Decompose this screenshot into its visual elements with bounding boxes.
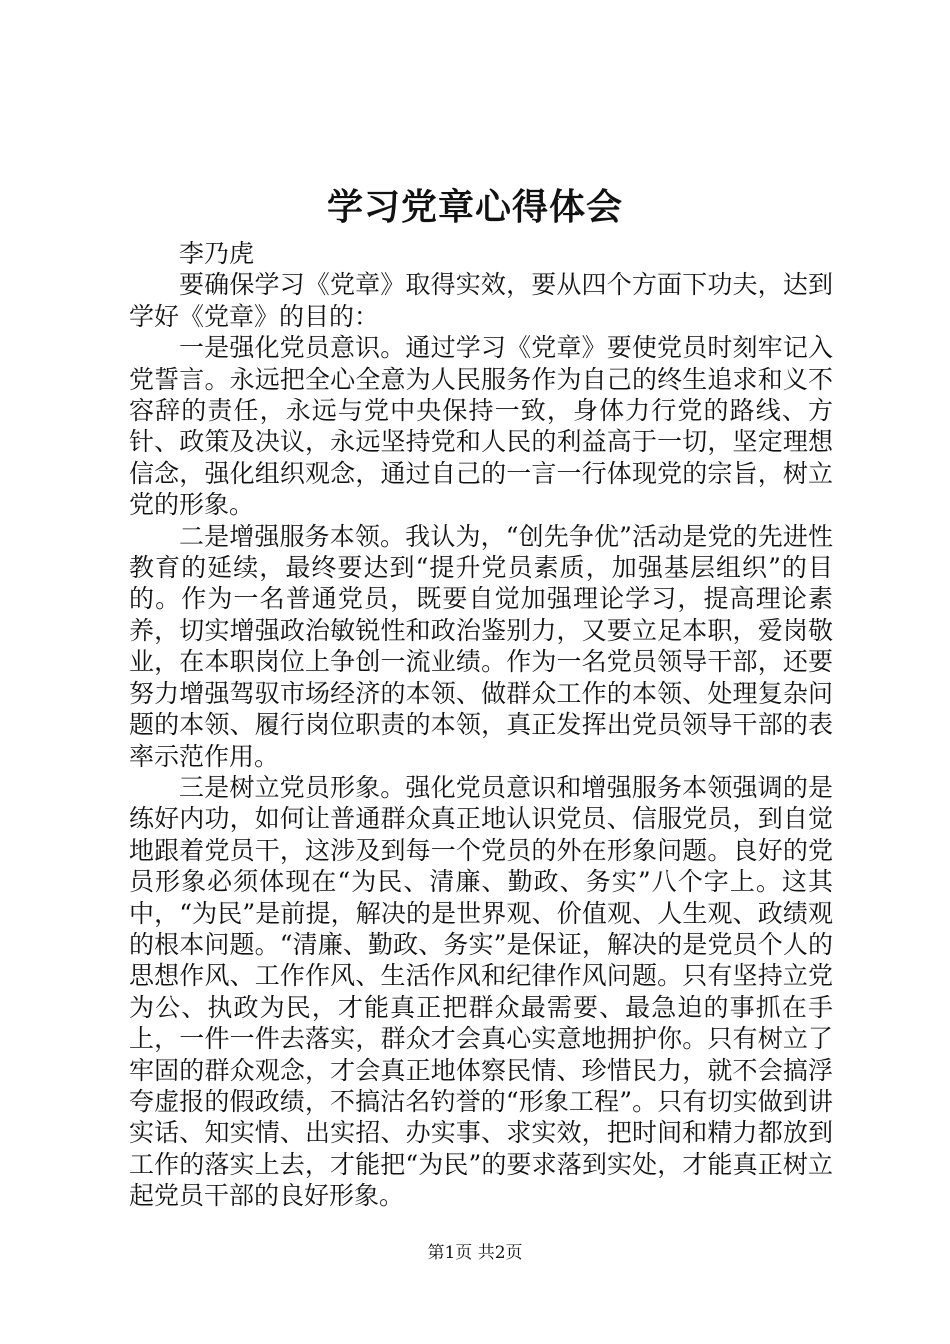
paragraph-intro: 要确保学习《党章》取得实效，要从四个方面下功夫，达到学好《党章》的目的： [129, 270, 833, 331]
paragraph-two: 二是增强服务本领。我认为，“创先争优”活动是党的先进性教育的延续，最终要达到“提升党员素质，加强基层组织”的目的。作为一名普通党员，既要自觉加强理论学习，提高理论素养，切实增强政治敏锐性和政治鉴别力，又要立足本职，爱岗敬业，在本职岗位上争创一流业绩。作为一名党员领导干部，还要努力增强驾驭市场经济的本领、做群众工作的本领、处理复杂问题的本领、履行岗位职责的本领，真正发挥出党员领导干部的表率示范作用。 [129, 521, 833, 771]
paragraph-one: 一是强化党员意识。通过学习《党章》要使党员时刻牢记入党誓言。永远把全心全意为人民服务作为自己的终生追求和义不容辞的责任，永远与党中央保持一致，身体力行党的路线、方针、政策及决议，永远坚持党和人民的利益高于一切，坚定理想信念，强化组织观念，通过自己的一言一行体现党的宗旨，树立党的形象。 [129, 333, 833, 520]
document-title: 学习党章心得体会 [326, 186, 623, 228]
paragraph-three: 三是树立党员形象。强化党员意识和增强服务本领强调的是练好内功，如何让普通群众真正地认识党员、信服党员，到自觉地跟着党员干，这涉及到每一个党员的外在形象问题。良好的党员形象必须体现在“为民、清廉、勤政、务实”八个字上。这其中，“为民”是前提，解决的是世界观、价值观、人生观、政绩观的根本问题。“清廉、勤政、务实”是保证，解决的是党员个人的思想作风、工作作风、生活作风和纪律作风问题。只有坚持立党为公、执政为民，才能真正把群众最需要、最急迫的事抓在手上，一件一件去落实，群众才会真心实意地拥护你。只有树立了牢固的群众观念，才会真正地体察民情、珍惜民力，就不会搞浮夸虚报的假政绩，不搞沽名钓誉的“形象工程”。只有切实做到讲实话、知实情、出实招、办实事、求实效，把时间和精力都放到工作的落实上去，才能把“为民”的要求落到实处，才能真正树立起党员干部的良好形象。 [129, 772, 833, 1211]
author-name: 李乃虎 [179, 239, 255, 268]
document-body [129, 238, 833, 1212]
page-footer: 第1页 共2页 [427, 1243, 523, 1263]
